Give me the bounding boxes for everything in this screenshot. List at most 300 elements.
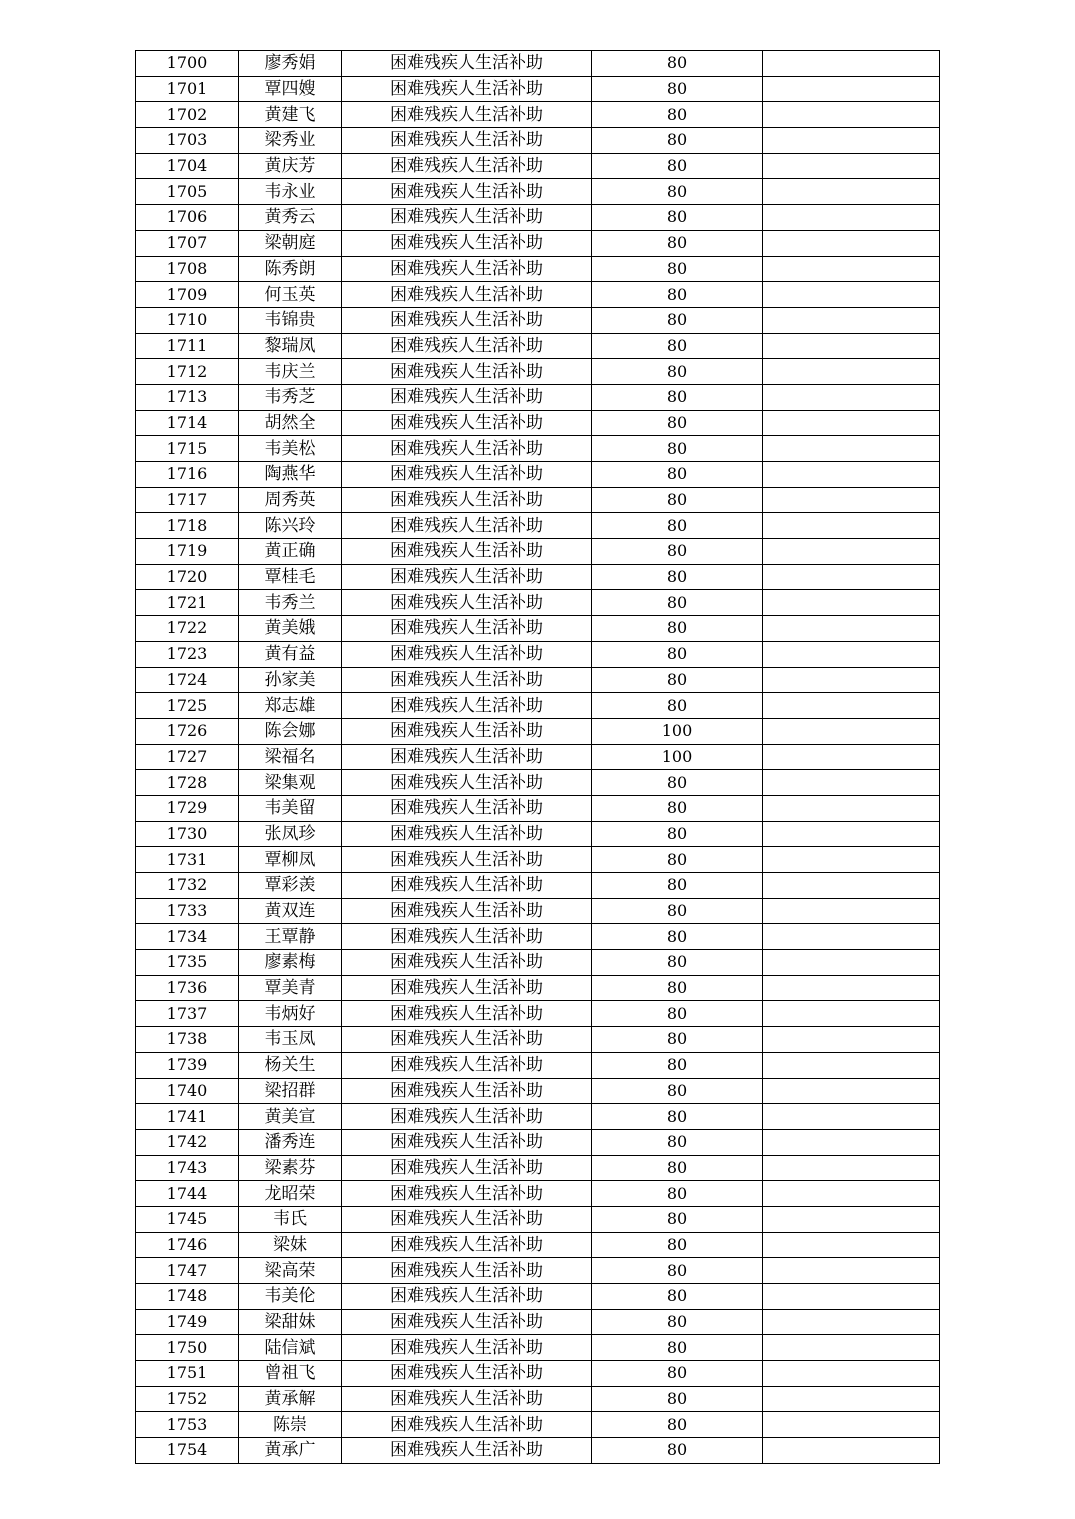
table-row — [136, 1258, 940, 1284]
cell-person-name: 韦锦贵 — [239, 307, 342, 333]
table-row — [136, 436, 940, 462]
cell-remark — [763, 51, 940, 77]
cell-person-name: 潘秀连 — [239, 1129, 342, 1155]
cell-subsidy-item: 困难残疾人生活补助 — [342, 76, 592, 102]
cell-person-name: 梁妹 — [239, 1232, 342, 1258]
cell-remark — [763, 1284, 940, 1310]
table-row — [136, 1181, 940, 1207]
cell-person-name: 韦美伦 — [239, 1284, 342, 1310]
cell-amount: 100 — [592, 718, 763, 744]
cell-subsidy-item: 困难残疾人生活补助 — [342, 693, 592, 719]
cell-serial-number: 1753 — [136, 1412, 239, 1438]
cell-person-name: 梁集观 — [239, 770, 342, 796]
table-row — [136, 487, 940, 513]
cell-person-name: 黄庆芳 — [239, 153, 342, 179]
table-row — [136, 1309, 940, 1335]
cell-person-name: 韦美松 — [239, 436, 342, 462]
cell-remark — [763, 487, 940, 513]
cell-subsidy-item: 困难残疾人生活补助 — [342, 1284, 592, 1310]
cell-subsidy-item: 困难残疾人生活补助 — [342, 230, 592, 256]
cell-subsidy-item: 困难残疾人生活补助 — [342, 256, 592, 282]
cell-remark — [763, 179, 940, 205]
cell-person-name: 廖素梅 — [239, 950, 342, 976]
cell-serial-number: 1720 — [136, 564, 239, 590]
table-row — [136, 770, 940, 796]
cell-remark — [763, 667, 940, 693]
cell-person-name: 陈兴玲 — [239, 513, 342, 539]
cell-remark — [763, 1181, 940, 1207]
cell-subsidy-item: 困难残疾人生活补助 — [342, 153, 592, 179]
cell-serial-number: 1724 — [136, 667, 239, 693]
table-row — [136, 975, 940, 1001]
table-row — [136, 1284, 940, 1310]
table-row — [136, 564, 940, 590]
cell-person-name: 杨关生 — [239, 1052, 342, 1078]
cell-subsidy-item: 困难残疾人生活补助 — [342, 975, 592, 1001]
cell-person-name: 梁招群 — [239, 1078, 342, 1104]
cell-person-name: 何玉英 — [239, 282, 342, 308]
cell-remark — [763, 975, 940, 1001]
cell-serial-number: 1732 — [136, 873, 239, 899]
cell-person-name: 韦秀芝 — [239, 384, 342, 410]
cell-person-name: 梁秀业 — [239, 128, 342, 154]
cell-amount: 80 — [592, 462, 763, 488]
cell-serial-number: 1741 — [136, 1104, 239, 1130]
cell-amount: 80 — [592, 641, 763, 667]
cell-amount: 80 — [592, 898, 763, 924]
cell-subsidy-item: 困难残疾人生活补助 — [342, 1232, 592, 1258]
cell-subsidy-item: 困难残疾人生活补助 — [342, 102, 592, 128]
cell-person-name: 孙家美 — [239, 667, 342, 693]
cell-subsidy-item: 困难残疾人生活补助 — [342, 128, 592, 154]
cell-amount: 80 — [592, 616, 763, 642]
cell-serial-number: 1712 — [136, 359, 239, 385]
cell-serial-number: 1736 — [136, 975, 239, 1001]
table-row — [136, 718, 940, 744]
cell-serial-number: 1747 — [136, 1258, 239, 1284]
cell-remark — [763, 770, 940, 796]
cell-amount: 80 — [592, 1104, 763, 1130]
table-row — [136, 462, 940, 488]
cell-amount: 80 — [592, 539, 763, 565]
table-row — [136, 307, 940, 333]
cell-subsidy-item: 困难残疾人生活补助 — [342, 590, 592, 616]
cell-serial-number: 1748 — [136, 1284, 239, 1310]
cell-serial-number: 1704 — [136, 153, 239, 179]
cell-remark — [763, 1412, 940, 1438]
cell-remark — [763, 693, 940, 719]
cell-person-name: 黎瑞凤 — [239, 333, 342, 359]
cell-subsidy-item: 困难残疾人生活补助 — [342, 51, 592, 77]
cell-amount: 80 — [592, 256, 763, 282]
cell-person-name: 胡然全 — [239, 410, 342, 436]
table-row — [136, 616, 940, 642]
cell-amount: 80 — [592, 1206, 763, 1232]
cell-amount: 80 — [592, 410, 763, 436]
cell-amount: 80 — [592, 1258, 763, 1284]
cell-serial-number: 1713 — [136, 384, 239, 410]
cell-serial-number: 1700 — [136, 51, 239, 77]
cell-amount: 80 — [592, 513, 763, 539]
table-row — [136, 873, 940, 899]
table-row — [136, 51, 940, 77]
cell-subsidy-item: 困难残疾人生活补助 — [342, 564, 592, 590]
cell-remark — [763, 513, 940, 539]
cell-person-name: 梁甜妹 — [239, 1309, 342, 1335]
cell-remark — [763, 1258, 940, 1284]
cell-person-name: 龙昭荣 — [239, 1181, 342, 1207]
cell-subsidy-item: 困难残疾人生活补助 — [342, 616, 592, 642]
cell-person-name: 覃四嫂 — [239, 76, 342, 102]
table-row — [136, 102, 940, 128]
table-row — [136, 1232, 940, 1258]
cell-serial-number: 1721 — [136, 590, 239, 616]
cell-amount: 80 — [592, 359, 763, 385]
cell-serial-number: 1725 — [136, 693, 239, 719]
cell-subsidy-item: 困难残疾人生活补助 — [342, 873, 592, 899]
table-row — [136, 924, 940, 950]
cell-subsidy-item: 困难残疾人生活补助 — [342, 1412, 592, 1438]
cell-remark — [763, 718, 940, 744]
cell-subsidy-item: 困难残疾人生活补助 — [342, 770, 592, 796]
cell-person-name: 梁福名 — [239, 744, 342, 770]
cell-remark — [763, 1129, 940, 1155]
cell-serial-number: 1716 — [136, 462, 239, 488]
cell-amount: 80 — [592, 1181, 763, 1207]
table-row — [136, 821, 940, 847]
table-row — [136, 282, 940, 308]
cell-subsidy-item: 困难残疾人生活补助 — [342, 641, 592, 667]
table-row — [136, 179, 940, 205]
cell-person-name: 黄美娥 — [239, 616, 342, 642]
cell-person-name: 覃彩羡 — [239, 873, 342, 899]
table-row — [136, 898, 940, 924]
cell-amount: 80 — [592, 1412, 763, 1438]
cell-subsidy-item: 困难残疾人生活补助 — [342, 179, 592, 205]
cell-subsidy-item: 困难残疾人生活补助 — [342, 898, 592, 924]
cell-person-name: 黄承解 — [239, 1386, 342, 1412]
cell-amount: 80 — [592, 1309, 763, 1335]
cell-person-name: 黄美宣 — [239, 1104, 342, 1130]
cell-subsidy-item: 困难残疾人生活补助 — [342, 1104, 592, 1130]
table-row — [136, 359, 940, 385]
cell-person-name: 韦美留 — [239, 795, 342, 821]
cell-amount: 80 — [592, 693, 763, 719]
cell-remark — [763, 1027, 940, 1053]
cell-remark — [763, 924, 940, 950]
cell-serial-number: 1746 — [136, 1232, 239, 1258]
subsidy-table — [135, 50, 940, 1464]
cell-subsidy-item: 困难残疾人生活补助 — [342, 924, 592, 950]
cell-person-name: 韦炳好 — [239, 1001, 342, 1027]
cell-amount: 80 — [592, 1232, 763, 1258]
cell-amount: 80 — [592, 1284, 763, 1310]
cell-serial-number: 1719 — [136, 539, 239, 565]
cell-amount: 80 — [592, 179, 763, 205]
cell-subsidy-item: 困难残疾人生活补助 — [342, 1181, 592, 1207]
cell-amount: 80 — [592, 436, 763, 462]
cell-remark — [763, 1309, 940, 1335]
cell-remark — [763, 333, 940, 359]
cell-amount: 80 — [592, 821, 763, 847]
cell-serial-number: 1723 — [136, 641, 239, 667]
cell-remark — [763, 898, 940, 924]
cell-remark — [763, 641, 940, 667]
table-row — [136, 1438, 940, 1464]
cell-subsidy-item: 困难残疾人生活补助 — [342, 539, 592, 565]
table-row — [136, 1386, 940, 1412]
cell-subsidy-item: 困难残疾人生活补助 — [342, 1309, 592, 1335]
cell-remark — [763, 795, 940, 821]
cell-person-name: 郑志雄 — [239, 693, 342, 719]
cell-amount: 80 — [592, 564, 763, 590]
cell-remark — [763, 359, 940, 385]
cell-remark — [763, 76, 940, 102]
cell-amount: 80 — [592, 1335, 763, 1361]
table-row — [136, 1412, 940, 1438]
cell-subsidy-item: 困难残疾人生活补助 — [342, 1206, 592, 1232]
cell-person-name: 陈会娜 — [239, 718, 342, 744]
cell-person-name: 梁朝庭 — [239, 230, 342, 256]
cell-amount: 80 — [592, 847, 763, 873]
cell-amount: 80 — [592, 51, 763, 77]
table-row — [136, 384, 940, 410]
cell-serial-number: 1706 — [136, 205, 239, 231]
cell-amount: 80 — [592, 282, 763, 308]
table-row — [136, 205, 940, 231]
cell-serial-number: 1709 — [136, 282, 239, 308]
cell-serial-number: 1726 — [136, 718, 239, 744]
cell-person-name: 陶燕华 — [239, 462, 342, 488]
cell-remark — [763, 1052, 940, 1078]
cell-remark — [763, 256, 940, 282]
cell-amount: 80 — [592, 333, 763, 359]
cell-remark — [763, 1078, 940, 1104]
cell-serial-number: 1740 — [136, 1078, 239, 1104]
cell-subsidy-item: 困难残疾人生活补助 — [342, 384, 592, 410]
cell-person-name: 覃美青 — [239, 975, 342, 1001]
cell-amount: 80 — [592, 230, 763, 256]
cell-amount: 80 — [592, 128, 763, 154]
cell-remark — [763, 205, 940, 231]
cell-serial-number: 1703 — [136, 128, 239, 154]
cell-person-name: 陈秀朗 — [239, 256, 342, 282]
cell-person-name: 陈崇 — [239, 1412, 342, 1438]
cell-person-name: 张凤珍 — [239, 821, 342, 847]
table-body — [136, 51, 940, 1464]
cell-serial-number: 1745 — [136, 1206, 239, 1232]
cell-serial-number: 1717 — [136, 487, 239, 513]
cell-serial-number: 1735 — [136, 950, 239, 976]
table-row — [136, 744, 940, 770]
cell-subsidy-item: 困难残疾人生活补助 — [342, 1129, 592, 1155]
cell-subsidy-item: 困难残疾人生活补助 — [342, 436, 592, 462]
cell-serial-number: 1743 — [136, 1155, 239, 1181]
cell-remark — [763, 384, 940, 410]
cell-person-name: 王覃静 — [239, 924, 342, 950]
cell-serial-number: 1730 — [136, 821, 239, 847]
cell-subsidy-item: 困难残疾人生活补助 — [342, 795, 592, 821]
cell-subsidy-item: 困难残疾人生活补助 — [342, 667, 592, 693]
cell-subsidy-item: 困难残疾人生活补助 — [342, 718, 592, 744]
cell-serial-number: 1738 — [136, 1027, 239, 1053]
cell-remark — [763, 847, 940, 873]
cell-amount: 80 — [592, 307, 763, 333]
cell-person-name: 黄正确 — [239, 539, 342, 565]
cell-person-name: 黄双连 — [239, 898, 342, 924]
table-row — [136, 153, 940, 179]
cell-remark — [763, 873, 940, 899]
cell-subsidy-item: 困难残疾人生活补助 — [342, 821, 592, 847]
cell-subsidy-item: 困难残疾人生活补助 — [342, 487, 592, 513]
cell-subsidy-item: 困难残疾人生活补助 — [342, 1361, 592, 1387]
table-row — [136, 1001, 940, 1027]
cell-amount: 80 — [592, 873, 763, 899]
cell-person-name: 陆信斌 — [239, 1335, 342, 1361]
cell-amount: 80 — [592, 975, 763, 1001]
cell-amount: 80 — [592, 487, 763, 513]
cell-subsidy-item: 困难残疾人生活补助 — [342, 1438, 592, 1464]
cell-amount: 80 — [592, 1027, 763, 1053]
cell-person-name: 梁素芬 — [239, 1155, 342, 1181]
table-row — [136, 513, 940, 539]
cell-serial-number: 1718 — [136, 513, 239, 539]
table-row — [136, 667, 940, 693]
cell-remark — [763, 153, 940, 179]
cell-amount: 80 — [592, 1052, 763, 1078]
table-row — [136, 256, 940, 282]
cell-person-name: 周秀英 — [239, 487, 342, 513]
cell-serial-number: 1705 — [136, 179, 239, 205]
cell-remark — [763, 102, 940, 128]
cell-amount: 80 — [592, 1078, 763, 1104]
cell-serial-number: 1742 — [136, 1129, 239, 1155]
cell-remark — [763, 1104, 940, 1130]
cell-person-name: 韦庆兰 — [239, 359, 342, 385]
cell-subsidy-item: 困难残疾人生活补助 — [342, 1335, 592, 1361]
cell-remark — [763, 230, 940, 256]
cell-subsidy-item: 困难残疾人生活补助 — [342, 359, 592, 385]
table-row — [136, 1027, 940, 1053]
cell-remark — [763, 590, 940, 616]
cell-amount: 80 — [592, 102, 763, 128]
table-row — [136, 539, 940, 565]
cell-serial-number: 1708 — [136, 256, 239, 282]
table-row — [136, 1078, 940, 1104]
cell-amount: 80 — [592, 153, 763, 179]
cell-serial-number: 1702 — [136, 102, 239, 128]
cell-remark — [763, 410, 940, 436]
cell-serial-number: 1728 — [136, 770, 239, 796]
cell-person-name: 廖秀娟 — [239, 51, 342, 77]
table-row — [136, 950, 940, 976]
cell-serial-number: 1749 — [136, 1309, 239, 1335]
cell-serial-number: 1733 — [136, 898, 239, 924]
cell-remark — [763, 744, 940, 770]
cell-amount: 80 — [592, 205, 763, 231]
cell-remark — [763, 307, 940, 333]
cell-serial-number: 1729 — [136, 795, 239, 821]
table-row — [136, 333, 940, 359]
table-row — [136, 410, 940, 436]
cell-amount: 80 — [592, 1386, 763, 1412]
cell-remark — [763, 128, 940, 154]
cell-subsidy-item: 困难残疾人生活补助 — [342, 333, 592, 359]
cell-amount: 80 — [592, 1438, 763, 1464]
cell-remark — [763, 1232, 940, 1258]
table-row — [136, 1052, 940, 1078]
cell-subsidy-item: 困难残疾人生活补助 — [342, 1078, 592, 1104]
cell-serial-number: 1714 — [136, 410, 239, 436]
cell-amount: 80 — [592, 76, 763, 102]
cell-serial-number: 1731 — [136, 847, 239, 873]
cell-subsidy-item: 困难残疾人生活补助 — [342, 307, 592, 333]
cell-serial-number: 1711 — [136, 333, 239, 359]
cell-subsidy-item: 困难残疾人生活补助 — [342, 282, 592, 308]
table-row — [136, 230, 940, 256]
cell-serial-number: 1754 — [136, 1438, 239, 1464]
cell-serial-number: 1715 — [136, 436, 239, 462]
cell-person-name: 韦氏 — [239, 1206, 342, 1232]
table-row — [136, 693, 940, 719]
cell-remark — [763, 1206, 940, 1232]
table-row — [136, 641, 940, 667]
cell-subsidy-item: 困难残疾人生活补助 — [342, 744, 592, 770]
cell-subsidy-item: 困难残疾人生活补助 — [342, 950, 592, 976]
cell-subsidy-item: 困难残疾人生活补助 — [342, 205, 592, 231]
cell-remark — [763, 1155, 940, 1181]
cell-remark — [763, 1335, 940, 1361]
cell-remark — [763, 1386, 940, 1412]
cell-person-name: 韦秀兰 — [239, 590, 342, 616]
table-row — [136, 1129, 940, 1155]
cell-amount: 80 — [592, 924, 763, 950]
cell-amount: 80 — [592, 1361, 763, 1387]
cell-person-name: 曾祖飞 — [239, 1361, 342, 1387]
cell-remark — [763, 462, 940, 488]
table-row — [136, 1206, 940, 1232]
cell-subsidy-item: 困难残疾人生活补助 — [342, 513, 592, 539]
table-row — [136, 1104, 940, 1130]
cell-subsidy-item: 困难残疾人生活补助 — [342, 1052, 592, 1078]
cell-serial-number: 1734 — [136, 924, 239, 950]
cell-serial-number: 1710 — [136, 307, 239, 333]
cell-amount: 80 — [592, 1001, 763, 1027]
cell-amount: 80 — [592, 950, 763, 976]
cell-person-name: 覃桂毛 — [239, 564, 342, 590]
cell-subsidy-item: 困难残疾人生活补助 — [342, 847, 592, 873]
cell-person-name: 覃柳凤 — [239, 847, 342, 873]
cell-person-name: 韦永业 — [239, 179, 342, 205]
table-row — [136, 128, 940, 154]
cell-serial-number: 1722 — [136, 616, 239, 642]
cell-amount: 80 — [592, 795, 763, 821]
table-row — [136, 795, 940, 821]
cell-serial-number: 1707 — [136, 230, 239, 256]
table-row — [136, 1335, 940, 1361]
cell-person-name: 梁高荣 — [239, 1258, 342, 1284]
cell-subsidy-item: 困难残疾人生活补助 — [342, 462, 592, 488]
cell-serial-number: 1737 — [136, 1001, 239, 1027]
cell-serial-number: 1750 — [136, 1335, 239, 1361]
table-row — [136, 1155, 940, 1181]
cell-subsidy-item: 困难残疾人生活补助 — [342, 410, 592, 436]
cell-person-name: 黄承广 — [239, 1438, 342, 1464]
cell-remark — [763, 1361, 940, 1387]
cell-serial-number: 1744 — [136, 1181, 239, 1207]
cell-serial-number: 1752 — [136, 1386, 239, 1412]
cell-remark — [763, 821, 940, 847]
